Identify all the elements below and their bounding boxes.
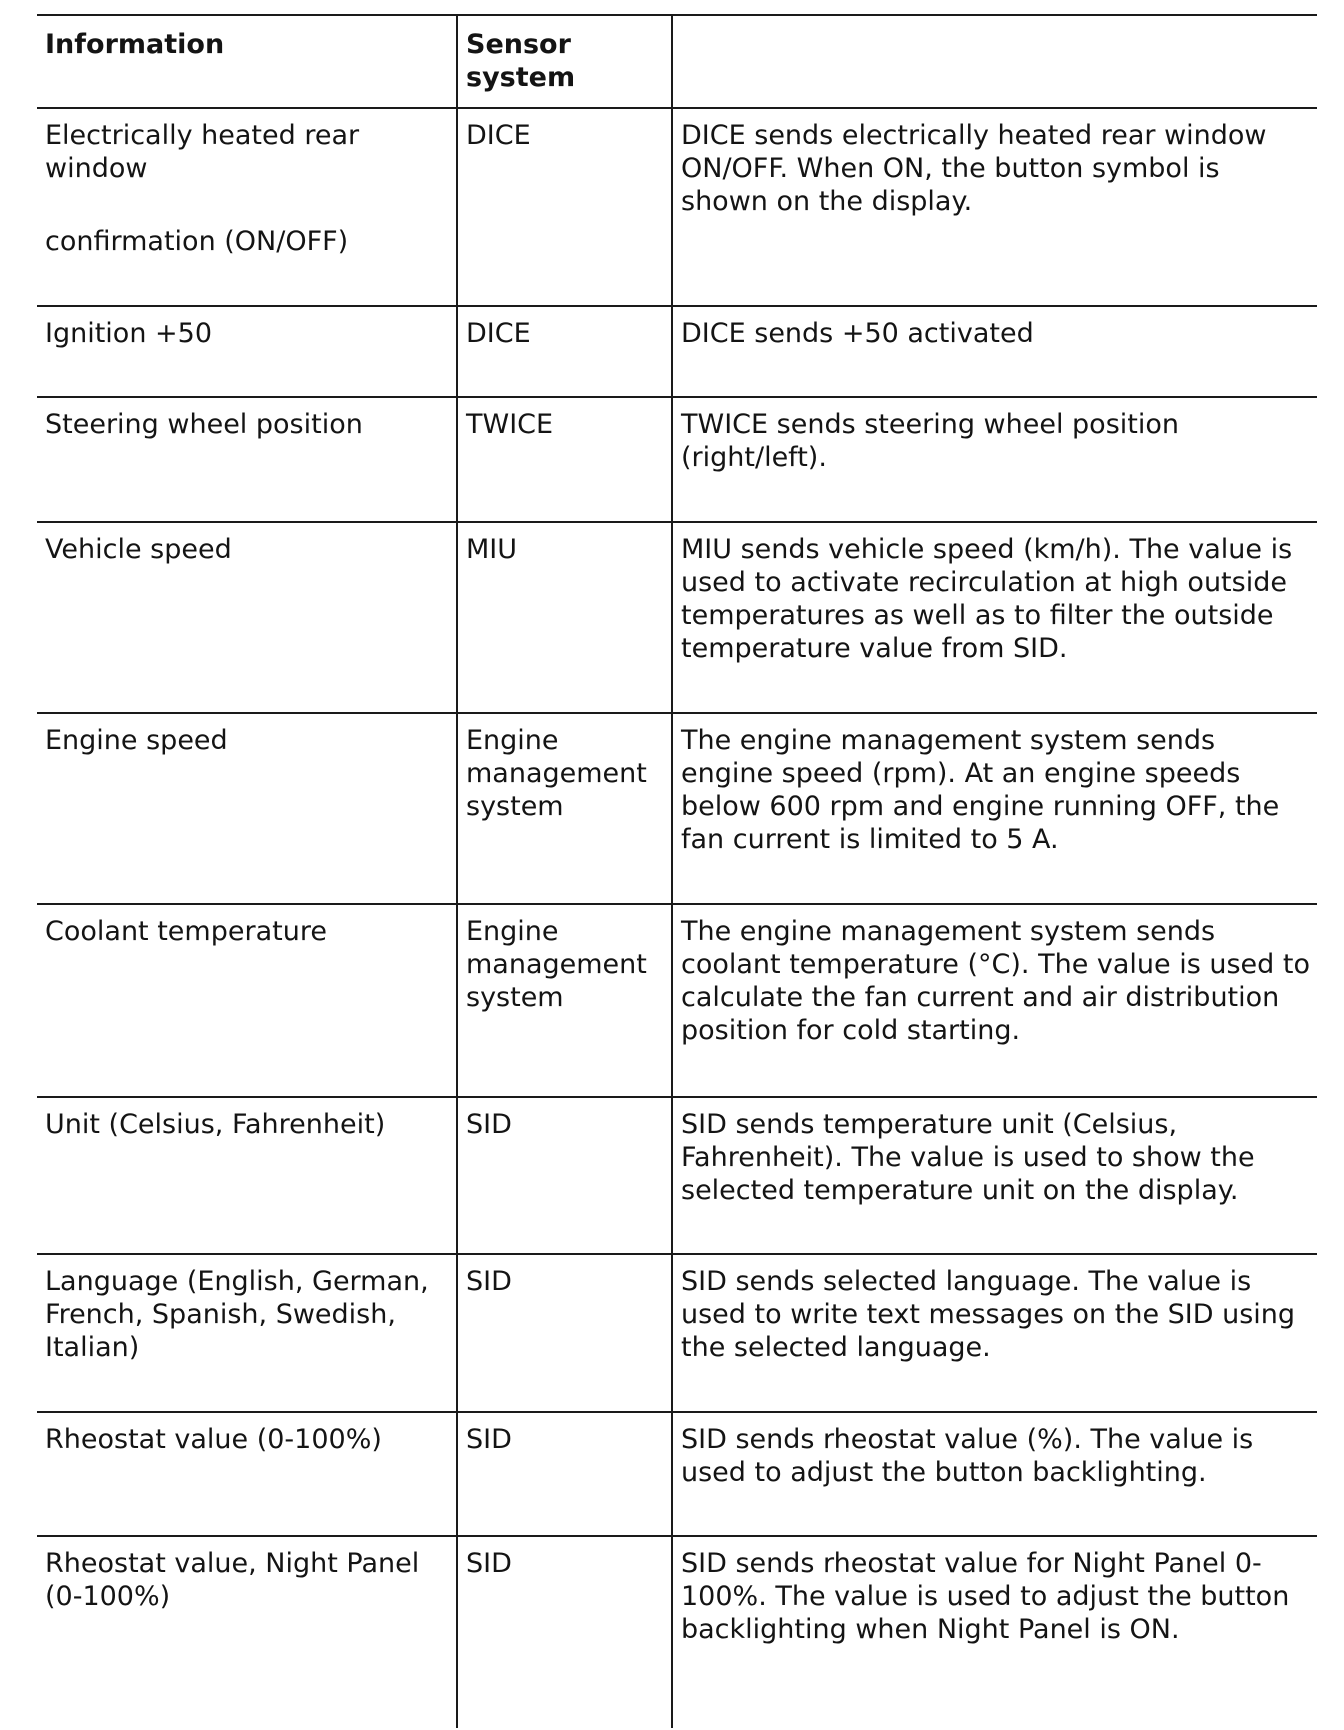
description-cell: DICE sends electrically heated rear window ON/OFF. When ON, the button symbol is shown on the display. [672, 108, 1317, 306]
description-cell: SID sends rheostat value (%). The value is used to adjust the button backlighting. [672, 1412, 1317, 1536]
table-row [37, 522, 1317, 713]
information-text: Coolant temperature [45, 916, 327, 947]
table-row [37, 1097, 1317, 1254]
sensor-cell: SID [457, 1536, 672, 1728]
sensor-information-table [37, 14, 1317, 1728]
information-text: Rheostat value (0-100%) [45, 1424, 382, 1455]
description-cell: SID sends selected language. The value is used to write text messages on the SID using the selected language. [672, 1254, 1317, 1412]
table-row [37, 713, 1317, 904]
information-cell [37, 522, 457, 713]
table-row [37, 306, 1317, 397]
information-text: Steering wheel position [45, 409, 363, 440]
sensor-cell: Engine management system [457, 904, 672, 1097]
description-cell: MIU sends vehicle speed (km/h). The value is used to activate recirculation at high outside temperatures as well as to filter the outside temperature value from SID. [672, 522, 1317, 713]
sensor-cell: Engine management system [457, 713, 672, 904]
information-cell [37, 306, 457, 397]
description-cell: SID sends temperature unit (Celsius, Fahrenheit). The value is used to show the selected temperature unit on the display. [672, 1097, 1317, 1254]
information-text: Rheostat value, Night Panel (0-100%) [45, 1548, 420, 1612]
information-cell [37, 713, 457, 904]
information-text: Vehicle speed [45, 534, 232, 565]
header-description [672, 15, 1317, 108]
header-information: Information [37, 15, 457, 108]
information-cell [37, 1412, 457, 1536]
sensor-cell: DICE [457, 108, 672, 306]
table-row [37, 904, 1317, 1097]
information-text: Unit (Celsius, Fahrenheit) [45, 1109, 386, 1140]
information-text: Ignition +50 [45, 318, 212, 349]
information-cell [37, 904, 457, 1097]
sensor-cell: DICE [457, 306, 672, 397]
sensor-cell: TWICE [457, 397, 672, 522]
header-row [37, 15, 1317, 108]
description-cell: The engine management system sends coolant temperature (°C). The value is used to calculate the fan current and air distribution position for cold starting. [672, 904, 1317, 1097]
information-text: Engine speed [45, 725, 228, 756]
description-cell: The engine management system sends engine speed (rpm). At an engine speeds below 600 rpm and engine running OFF, the fan current is limited to 5 A. [672, 713, 1317, 904]
header-sensor-system: Sensor system [457, 15, 672, 108]
sensor-cell: MIU [457, 522, 672, 713]
table-row [37, 108, 1317, 306]
information-cell [37, 1097, 457, 1254]
information-text: confirmation (ON/OFF) [45, 226, 349, 257]
sensor-cell: SID [457, 1097, 672, 1254]
description-cell: SID sends rheostat value for Night Panel 0-100%. The value is used to adjust the button backlighting when Night Panel is ON. [672, 1536, 1317, 1728]
table-row [37, 397, 1317, 522]
information-cell [37, 1254, 457, 1412]
information-text: Language (English, German, French, Spanish, Swedish, Italian) [45, 1266, 429, 1363]
description-cell: DICE sends +50 activated [672, 306, 1317, 397]
description-cell: TWICE sends steering wheel position (right/left). [672, 397, 1317, 522]
table-row [37, 1536, 1317, 1728]
sensor-cell: SID [457, 1254, 672, 1412]
information-text: Electrically heated rear window [45, 120, 360, 184]
information-cell [37, 108, 457, 306]
sensor-cell: SID [457, 1412, 672, 1536]
table-row [37, 1412, 1317, 1536]
table-row [37, 1254, 1317, 1412]
information-cell [37, 1536, 457, 1728]
information-cell [37, 397, 457, 522]
